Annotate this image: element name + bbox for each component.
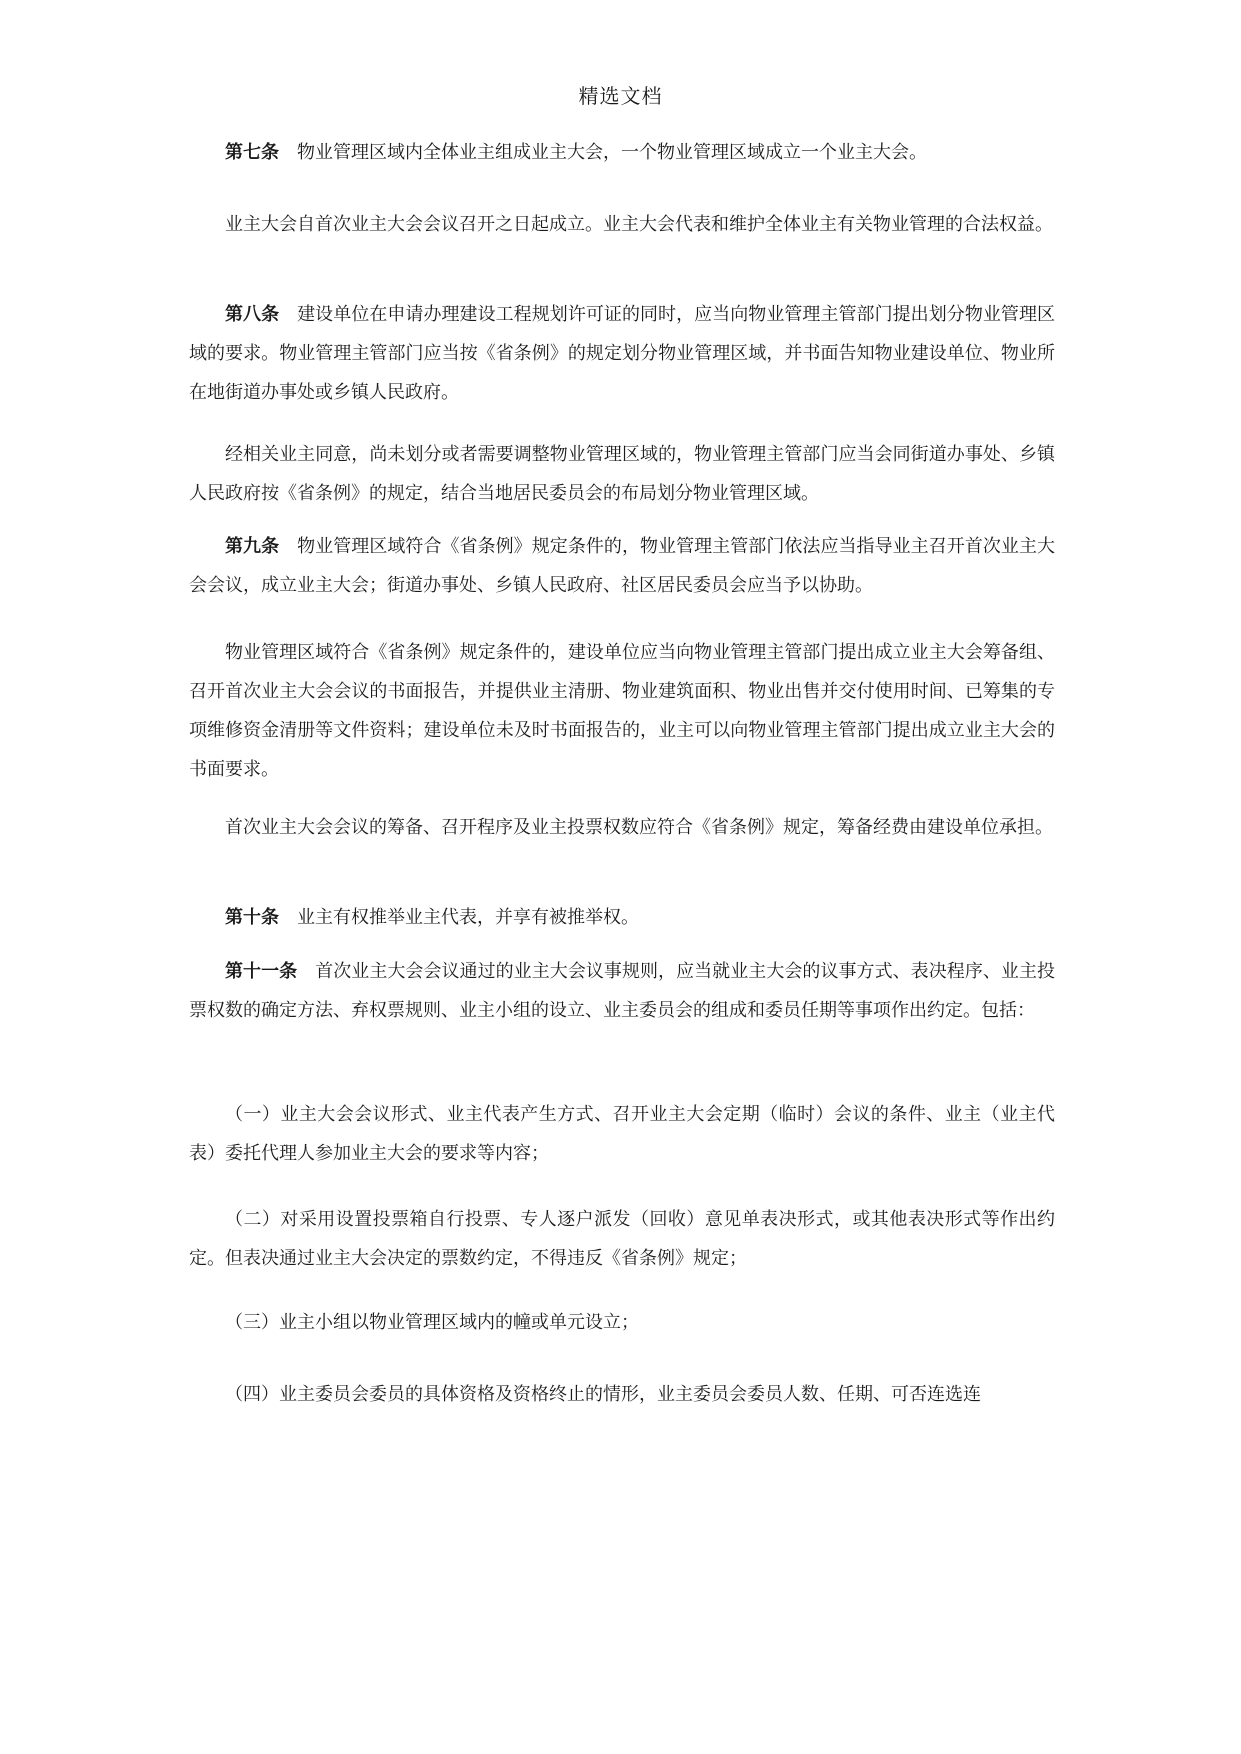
body-paragraph bbox=[189, 205, 1055, 244]
paragraph-text: （四）业主委员会委员的具体资格及资格终止的情形，业主委员会委员人数、任期、可否连选连 bbox=[225, 1384, 981, 1405]
article-11-paragraph bbox=[189, 952, 1055, 1030]
paragraph-text: 业主大会自首次业主大会会议召开之日起成立。业主大会代表和维护全体业主有关物业管理的合法权益。 bbox=[225, 214, 1053, 235]
body-paragraph bbox=[189, 435, 1055, 513]
paragraph-text: 经相关业主同意，尚未划分或者需要调整物业管理区域的，物业管理主管部门应当会同街道办事处、乡镇人民政府按《省条例》的规定，结合当地居民委员会的布局划分物业管理区域。 bbox=[189, 444, 1055, 504]
paragraph-text: 物业管理区域符合《省条例》规定条件的，建设单位应当向物业管理主管部门提出成立业主大会筹备组、召开首次业主大会会议的书面报告，并提供业主清册、物业建筑面积、物业出售并交付使用时间、已筹集的专项维修资金清册等文件资料；建设单位未及时书面报告的，业主可以向物业管理主管部门提出成立业主大会的书面要求。 bbox=[189, 642, 1055, 780]
paragraph-text: 建设单位在申请办理建设工程规划许可证的同时，应当向物业管理主管部门提出划分物业管理区域的要求。物业管理主管部门应当按《省条例》的规定划分物业管理区域，并书面告知物业建设单位、物业所在地街道办事处或乡镇人民政府。 bbox=[189, 304, 1055, 403]
article-8-paragraph bbox=[189, 295, 1055, 412]
paragraph-text: 物业管理区域内全体业主组成业主大会，一个物业管理区域成立一个业主大会。 bbox=[297, 142, 927, 163]
body-paragraph bbox=[189, 808, 1055, 847]
list-item bbox=[189, 1095, 1055, 1173]
paragraph-text: （一）业主大会会议形式、业主代表产生方式、召开业主大会定期（临时）会议的条件、业主（业主代表）委托代理人参加业主大会的要求等内容； bbox=[189, 1104, 1055, 1164]
list-item bbox=[189, 1200, 1055, 1278]
article-heading: 第十条 bbox=[225, 907, 279, 928]
article-9-paragraph bbox=[189, 527, 1055, 605]
paragraph-text: 业主有权推举业主代表，并享有被推举权。 bbox=[297, 907, 639, 928]
article-heading: 第九条 bbox=[225, 536, 280, 557]
paragraph-text: （三）业主小组以物业管理区域内的幢或单元设立； bbox=[225, 1312, 639, 1333]
paragraph-text: 首次业主大会会议通过的业主大会议事规则，应当就业主大会的议事方式、表决程序、业主投票权数的确定方法、弃权票规则、业主小组的设立、业主委员会的组成和委员任期等事项作出约定。包括： bbox=[189, 961, 1056, 1021]
list-item bbox=[189, 1303, 1055, 1342]
article-heading: 第七条 bbox=[225, 142, 279, 163]
paragraph-text: （二）对采用设置投票箱自行投票、专人逐户派发（回收）意见单表决形式，或其他表决形式等作出约定。但表决通过业主大会决定的票数约定，不得违反《省条例》规定； bbox=[189, 1209, 1055, 1269]
page-header: 精选文档 bbox=[578, 84, 663, 108]
body-paragraph bbox=[189, 633, 1055, 789]
article-heading: 第十一条 bbox=[225, 961, 298, 982]
article-10-paragraph bbox=[189, 898, 1055, 937]
article-heading: 第八条 bbox=[225, 304, 280, 325]
article-7-paragraph bbox=[189, 133, 1055, 172]
paragraph-text: 首次业主大会会议的筹备、召开程序及业主投票权数应符合《省条例》规定，筹备经费由建设单位承担。 bbox=[225, 817, 1053, 838]
paragraph-text: 物业管理区域符合《省条例》规定条件的，物业管理主管部门依法应当指导业主召开首次业主大会会议，成立业主大会；街道办事处、乡镇人民政府、社区居民委员会应当予以协助。 bbox=[189, 536, 1055, 596]
list-item bbox=[189, 1375, 1055, 1414]
